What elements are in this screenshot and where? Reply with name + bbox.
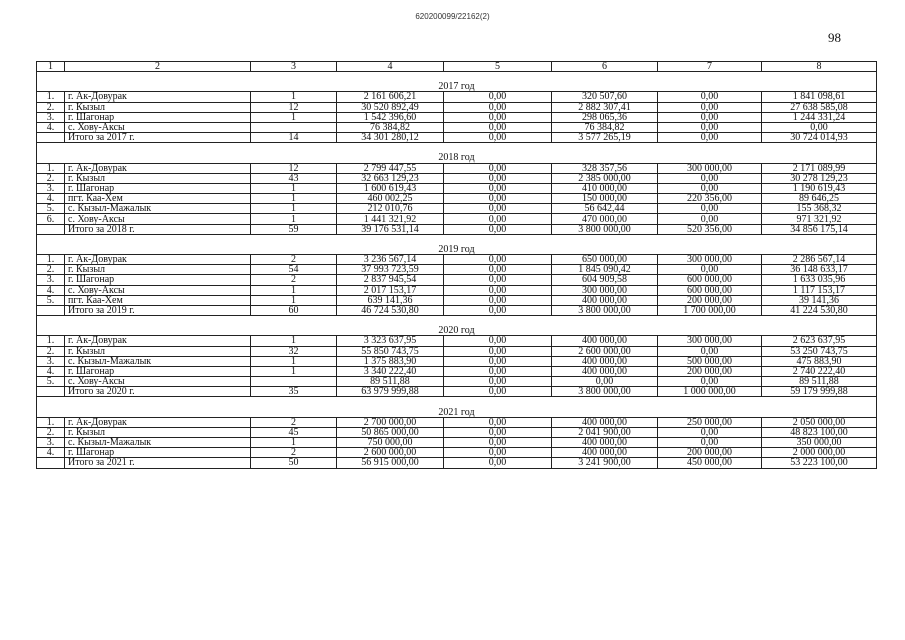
table-cell: 41 224 530,80 [762,305,877,315]
table-cell: 1 [251,204,337,214]
table-cell: 56 915 000,00 [337,458,444,468]
table-cell: 1 244 331,24 [762,112,877,122]
table-row [37,356,877,366]
table-cell: 53 250 743,75 [762,346,877,356]
table-cell: 39 176 531,14 [337,224,444,234]
year-heading: 2018 год [37,153,877,163]
table-cell: 56 642,44 [552,204,658,214]
total-row [37,224,877,234]
table-cell: 0,00 [658,112,762,122]
table-cell: 1 [251,438,337,448]
table-cell: 30 278 129,23 [762,173,877,183]
table-cell: 320 507,60 [552,92,658,102]
section-spacer [37,143,877,154]
table-cell: 1 542 396,60 [337,112,444,122]
table-cell: г. Шагонар [65,275,251,285]
table-cell: г. Кызыл [65,346,251,356]
table-cell: 971 321,92 [762,214,877,224]
table-cell: 400 000,00 [552,366,658,376]
table-cell: 3 800 000,00 [552,387,658,397]
table-cell: 39 141,36 [762,295,877,305]
table-cell: 1 [251,92,337,102]
table-cell [37,133,65,143]
table-cell [37,224,65,234]
column-number-header: 4 [337,62,444,72]
table-cell: 12 [251,163,337,173]
table-cell: 5. [37,377,65,387]
table-cell [37,387,65,397]
table-cell: 1 845 090,42 [552,265,658,275]
column-number-header: 3 [251,62,337,72]
table-cell: Итого за 2018 г. [65,224,251,234]
table-cell: 200 000,00 [658,295,762,305]
table-row [37,448,877,458]
table-cell: 2. [37,173,65,183]
table-cell: 1 [251,336,337,346]
table-cell: 1. [37,336,65,346]
table-row [37,92,877,102]
table-cell: 1 [251,295,337,305]
year-heading: 2020 год [37,326,877,336]
table-cell: 0,00 [444,163,552,173]
table-cell: 1 600 619,43 [337,183,444,193]
table-cell: 0,00 [658,183,762,193]
table-cell: 220 356,00 [658,194,762,204]
table-cell: 2 161 606,21 [337,92,444,102]
page-number: 98 [828,30,841,45]
column-number-header: 6 [552,62,658,72]
table-cell: 350 000,00 [762,438,877,448]
table-cell: 5. [37,295,65,305]
table-cell: 0,00 [444,295,552,305]
table-cell: 0,00 [444,377,552,387]
table-cell: 0,00 [444,102,552,112]
table-cell: 328 357,56 [552,163,658,173]
table-cell: 54 [251,265,337,275]
table-row [37,204,877,214]
table-cell: 2 740 222,40 [762,366,877,376]
table-cell: 2 623 637,95 [762,336,877,346]
table-cell: г. Шагонар [65,448,251,458]
table-cell: 2. [37,265,65,275]
table-cell: 150 000,00 [552,194,658,204]
year-heading: 2017 год [37,82,877,92]
table-cell: 3. [37,438,65,448]
table-cell: 0,00 [444,173,552,183]
table-cell [37,305,65,315]
section-spacer [37,72,877,83]
table-row [37,336,877,346]
table-cell: Итого за 2017 г. [65,133,251,143]
table-cell: 2 000 000,00 [762,448,877,458]
table-cell: 520 356,00 [658,224,762,234]
table-cell: 400 000,00 [552,438,658,448]
table-cell: 2 286 567,14 [762,255,877,265]
table-cell: 53 223 100,00 [762,458,877,468]
table-cell: 600 000,00 [658,275,762,285]
table-cell: 4. [37,448,65,458]
table-cell: 1 [251,214,337,224]
table-cell: 400 000,00 [552,448,658,458]
table-cell: 1 [251,183,337,193]
table-cell: с. Кызыл-Мажалык [65,204,251,214]
table-cell: 0,00 [444,265,552,275]
table-cell: с. Хову-Аксы [65,122,251,132]
column-number-header: 8 [762,62,877,72]
year-heading-row [37,153,877,163]
table-cell: 1 375 883,90 [337,356,444,366]
table-cell: 1. [37,163,65,173]
table-cell: 1 [251,285,337,295]
table-cell: 0,00 [444,346,552,356]
table-cell: 1. [37,92,65,102]
table-cell: 0,00 [444,92,552,102]
table-cell: 3. [37,112,65,122]
column-number-header: 7 [658,62,762,72]
table-cell: 1 [251,194,337,204]
table-cell: 1 700 000,00 [658,305,762,315]
table-cell: пгт. Каа-Хем [65,194,251,204]
table-row [37,275,877,285]
table-cell: 3 236 567,14 [337,255,444,265]
table-row [37,438,877,448]
table-row [37,183,877,193]
table-cell: 0,00 [444,275,552,285]
table-cell: 2 [251,275,337,285]
table-cell: с. Кызыл-Мажалык [65,438,251,448]
table-cell: 1 117 153,17 [762,285,877,295]
section-spacer [37,316,877,327]
table-row [37,122,877,132]
table-cell: пгт. Каа-Хем [65,295,251,305]
section-spacer [37,397,877,408]
table-row [37,163,877,173]
table-cell: 0,00 [444,122,552,132]
table-cell: 3. [37,275,65,285]
table-cell: г. Кызыл [65,173,251,183]
table-cell: г. Ак-Довурак [65,255,251,265]
table-row [37,346,877,356]
table-cell: 410 000,00 [552,183,658,193]
table-cell: с. Хову-Аксы [65,214,251,224]
table-cell: 50 [251,458,337,468]
table-cell: 3 323 637,95 [337,336,444,346]
table-row [37,417,877,427]
table-cell: г. Шагонар [65,183,251,193]
table-cell: 2 600 000,00 [337,448,444,458]
year-heading-row [37,326,877,336]
table-cell: 300 000,00 [658,255,762,265]
table-cell: 400 000,00 [552,417,658,427]
table-cell: 60 [251,305,337,315]
table-row [37,295,877,305]
table-cell: 0,00 [658,427,762,437]
table-cell: 46 724 530,80 [337,305,444,315]
section-spacer [37,234,877,245]
table-cell: 1 633 035,96 [762,275,877,285]
table-cell: 2 385 000,00 [552,173,658,183]
table-cell: 0,00 [658,92,762,102]
table-cell: 30 520 892,49 [337,102,444,112]
table-cell: 400 000,00 [552,356,658,366]
table-cell: г. Ак-Довурак [65,163,251,173]
table-cell: 750 000,00 [337,438,444,448]
table-cell: г. Кызыл [65,265,251,275]
table-cell [251,377,337,387]
year-heading-row [37,245,877,255]
table-cell: 1 000 000,00 [658,387,762,397]
table-cell: 0,00 [444,183,552,193]
table-cell: 89 646,25 [762,194,877,204]
header-row [37,62,877,72]
table-cell: 0,00 [658,438,762,448]
table-cell: 4. [37,194,65,204]
table-cell: 0,00 [444,336,552,346]
table-cell [251,122,337,132]
table-cell: 2 041 900,00 [552,427,658,437]
table-cell: 2. [37,102,65,112]
table-cell: 0,00 [658,204,762,214]
table-cell: 0,00 [658,133,762,143]
table-cell: 0,00 [444,438,552,448]
table-cell: 63 979 999,88 [337,387,444,397]
table-cell: 1 441 321,92 [337,214,444,224]
table-cell: 450 000,00 [658,458,762,468]
table-cell: 0,00 [444,305,552,315]
table-cell: г. Ак-Довурак [65,336,251,346]
table-cell: 3. [37,183,65,193]
spacer-cell [37,234,877,245]
table-cell: 3 340 222,40 [337,366,444,376]
table-row [37,377,877,387]
table-cell: Итого за 2019 г. [65,305,251,315]
table-cell: 32 [251,346,337,356]
table-cell: 0,00 [444,194,552,204]
table-cell: 0,00 [444,356,552,366]
total-row [37,305,877,315]
table-cell: 0,00 [444,448,552,458]
table-row [37,102,877,112]
table-cell: 0,00 [444,366,552,376]
table-cell: 2 050 000,00 [762,417,877,427]
table-cell: 14 [251,133,337,143]
table-cell: 32 663 129,23 [337,173,444,183]
total-row [37,387,877,397]
table-cell: 34 856 175,14 [762,224,877,234]
table-cell: 0,00 [762,122,877,132]
table-cell: 89 511,88 [337,377,444,387]
year-heading-row [37,407,877,417]
table-cell: 604 909,58 [552,275,658,285]
table-cell: 0,00 [444,427,552,437]
table-cell: г. Шагонар [65,366,251,376]
table-cell: 600 000,00 [658,285,762,295]
table-cell: 0,00 [658,214,762,224]
table-cell: 2 171 089,99 [762,163,877,173]
column-number-header: 5 [444,62,552,72]
document-id: 620200099/22162(2) [415,12,490,21]
table-cell: 650 000,00 [552,255,658,265]
table-cell: 1 [251,366,337,376]
table-cell: 45 [251,427,337,437]
table-cell: 35 [251,387,337,397]
data-table [36,61,877,469]
table-cell: 460 002,25 [337,194,444,204]
table-cell: 0,00 [658,173,762,183]
table-cell: 400 000,00 [552,336,658,346]
total-row [37,133,877,143]
table-row [37,194,877,204]
table-cell: 2 [251,417,337,427]
table-cell: 0,00 [444,458,552,468]
table-cell: 0,00 [444,417,552,427]
table-cell: 4. [37,366,65,376]
table-cell: 43 [251,173,337,183]
table-cell: 76 384,82 [337,122,444,132]
table-row [37,427,877,437]
table-cell: г. Кызыл [65,427,251,437]
table-cell: с. Хову-Аксы [65,377,251,387]
table-row [37,112,877,122]
column-number-header: 1 [37,62,65,72]
spacer-cell [37,72,877,83]
table-cell: 1 [251,112,337,122]
table-cell: Итого за 2021 г. [65,458,251,468]
table-cell: 400 000,00 [552,295,658,305]
table-cell: 500 000,00 [658,356,762,366]
table-cell: 3 241 900,00 [552,458,658,468]
table-cell: 2 [251,255,337,265]
table-cell: г. Шагонар [65,112,251,122]
table-cell: 12 [251,102,337,112]
table-cell: 3 800 000,00 [552,305,658,315]
table-row [37,255,877,265]
spacer-cell [37,143,877,154]
table-cell: 30 724 014,93 [762,133,877,143]
table-cell: 2 700 000,00 [337,417,444,427]
table-row [37,173,877,183]
table-cell: 0,00 [658,265,762,275]
year-heading: 2019 год [37,245,877,255]
table-cell: 475 883,90 [762,356,877,366]
spacer-cell [37,397,877,408]
table-cell: с. Кызыл-Мажалык [65,356,251,366]
table-cell: 6. [37,214,65,224]
table-cell: 48 823 100,00 [762,427,877,437]
table-row [37,366,877,376]
table-cell: 0,00 [444,133,552,143]
table-cell: 298 065,36 [552,112,658,122]
table-cell: 0,00 [444,224,552,234]
table-cell: 639 141,36 [337,295,444,305]
table-cell: 3 800 000,00 [552,224,658,234]
year-heading: 2021 год [37,407,877,417]
table-cell: 2. [37,427,65,437]
table-cell: 0,00 [658,102,762,112]
total-row [37,458,877,468]
table-cell: 300 000,00 [658,163,762,173]
table-cell: 5. [37,204,65,214]
table-cell: 2 600 000,00 [552,346,658,356]
table-cell: 27 638 585,08 [762,102,877,112]
column-number-header: 2 [65,62,251,72]
table-cell: 50 865 000,00 [337,427,444,437]
table-cell: 34 301 280,12 [337,133,444,143]
table-row [37,285,877,295]
table-cell: 4. [37,122,65,132]
table-cell: 250 000,00 [658,417,762,427]
table-cell: 2 017 153,17 [337,285,444,295]
table-cell: 0,00 [658,122,762,132]
table-cell: 300 000,00 [658,336,762,346]
table-cell: 59 179 999,88 [762,387,877,397]
spacer-cell [37,316,877,327]
table-cell [37,458,65,468]
table-cell: 1. [37,417,65,427]
table-cell: 76 384,82 [552,122,658,132]
table-cell: 0,00 [552,377,658,387]
table-cell: 36 148 633,17 [762,265,877,275]
table-cell: г. Ак-Довурак [65,92,251,102]
table-cell: 2 837 945,54 [337,275,444,285]
table-cell: 3 577 265,19 [552,133,658,143]
table-cell: 0,00 [444,387,552,397]
table-cell: 37 993 723,59 [337,265,444,275]
table-cell: 0,00 [444,285,552,295]
table-cell: 1. [37,255,65,265]
table-row [37,265,877,275]
table-cell: г. Ак-Довурак [65,417,251,427]
table-cell: 300 000,00 [552,285,658,295]
table-cell: 155 368,32 [762,204,877,214]
table-cell: 0,00 [658,346,762,356]
table-cell: 1 190 619,43 [762,183,877,193]
table-cell: 0,00 [444,255,552,265]
table-cell: 0,00 [444,214,552,224]
table-cell: 89 511,88 [762,377,877,387]
table-cell: Итого за 2020 г. [65,387,251,397]
table-cell: 2. [37,346,65,356]
year-heading-row [37,82,877,92]
table-cell: 1 841 098,61 [762,92,877,102]
table-cell: 0,00 [444,112,552,122]
table-cell: 4. [37,285,65,295]
table-cell: 2 799 447,55 [337,163,444,173]
table-cell: 59 [251,224,337,234]
table-cell: 2 882 307,41 [552,102,658,112]
table-row [37,214,877,224]
table-cell: 0,00 [444,204,552,214]
table-cell: 0,00 [658,377,762,387]
table-cell: 3. [37,356,65,366]
table-body [37,62,877,469]
table-cell: 1 [251,356,337,366]
table-cell: 55 850 743,75 [337,346,444,356]
table-cell: 2 [251,448,337,458]
table-cell: 200 000,00 [658,448,762,458]
table-cell: 200 000,00 [658,366,762,376]
table-cell: с. Хову-Аксы [65,285,251,295]
table-cell: 212 010,76 [337,204,444,214]
table-cell: 470 000,00 [552,214,658,224]
table-cell: г. Кызыл [65,102,251,112]
